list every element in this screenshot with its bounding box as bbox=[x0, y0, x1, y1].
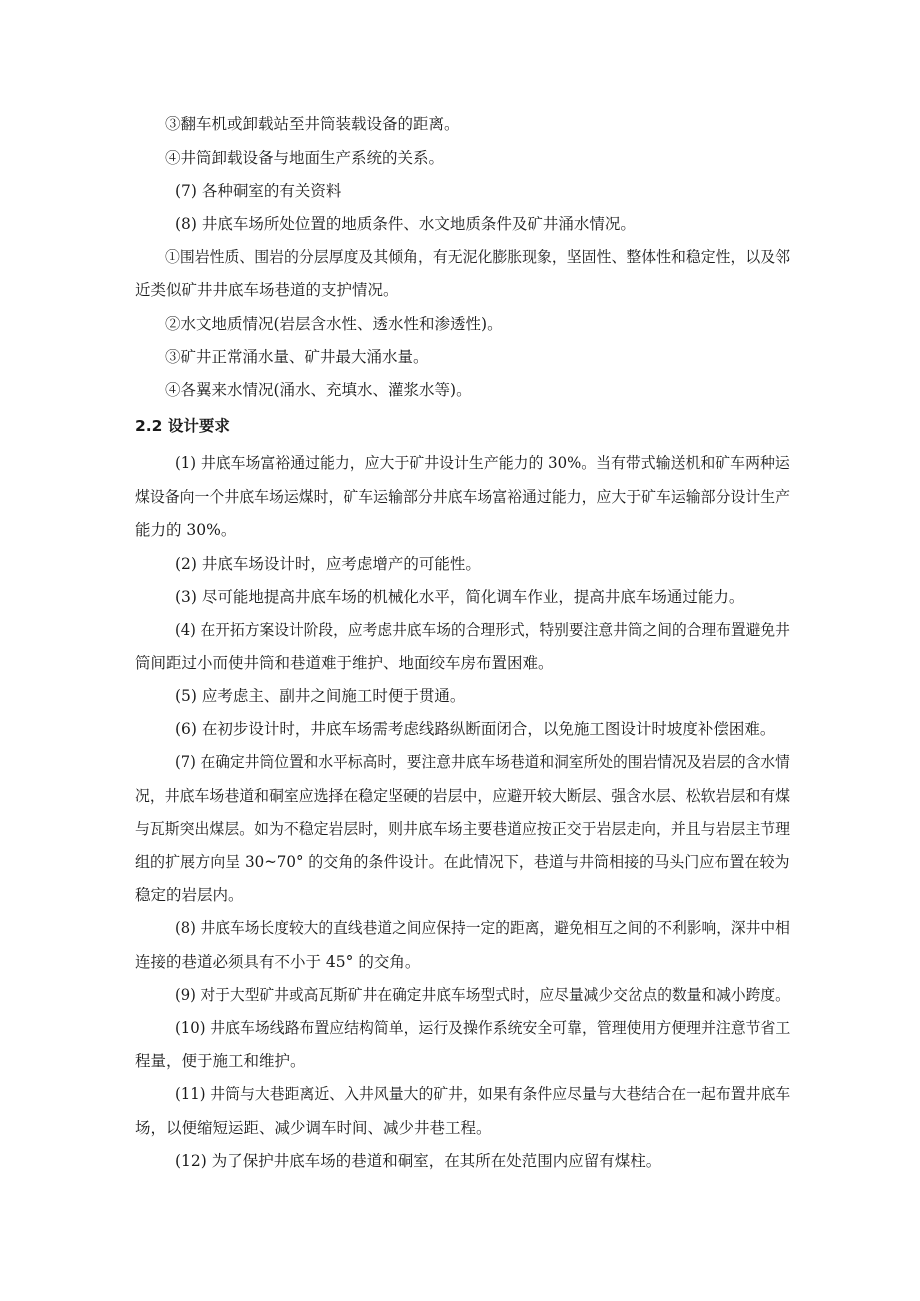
requirement-line: (2) 井底车场设计时，应考虑增产的可能性。 bbox=[175, 555, 481, 573]
section-heading: 2.2 设计要求 bbox=[135, 417, 230, 435]
intro-line: 近类似矿井井底车场巷道的支护情况。 bbox=[135, 281, 399, 299]
intro-line: (8) 井底车场所处位置的地质条件、水文地质条件及矿井涌水情况。 bbox=[175, 215, 636, 233]
intro-line: ④井筒卸载设备与地面生产系统的关系。 bbox=[165, 149, 445, 167]
requirement-line: 能力的 30%。 bbox=[135, 521, 237, 539]
requirement-line: (1) 井底车场富裕通过能力，应大于矿井设计生产能力的 30%。当有带式输送机和矿车两种运 bbox=[175, 454, 790, 472]
intro-line: ①围岩性质、围岩的分层厚度及其倾角，有无泥化膨胀现象，坚固性、整体性和稳定性，以及邻 bbox=[165, 248, 791, 266]
requirement-line: 况，井底车场巷道和硐室应选择在稳定坚硬的岩层中，应避开较大断层、强含水层、松软岩层和有煤 bbox=[135, 787, 791, 805]
requirement-line: (6) 在初步设计时，井底车场需考虑线路纵断面闭合，以免施工图设计时坡度补偿困难。 bbox=[175, 720, 776, 738]
requirement-line: 与瓦斯突出煤层。如为不稳定岩层时，则井底车场主要巷道应按正交于岩层走向，并且与岩层主节理 bbox=[135, 820, 791, 838]
intro-line: (7) 各种硐室的有关资料 bbox=[175, 182, 342, 200]
requirement-line: 稳定的岩层内。 bbox=[135, 886, 244, 904]
requirement-line: 场，以便缩短运距、减少调车时间、减少井巷工程。 bbox=[135, 1119, 492, 1137]
intro-line: ③翻车机或卸载站至井筒装载设备的距离。 bbox=[165, 115, 460, 133]
requirement-line: 筒间距过小而使井筒和巷道难于维护、地面绞车房布置困难。 bbox=[135, 654, 554, 672]
requirement-line: 煤设备向一个井底车场运煤时，矿车运输部分井底车场富裕通过能力，应大于矿车运输部分设计生产 bbox=[135, 488, 791, 506]
requirement-line: (11) 井筒与大巷距离近、入井风量大的矿井，如果有条件应尽量与大巷结合在一起布置井底车 bbox=[175, 1085, 791, 1103]
requirement-line: 组的扩展方向呈 30~70° 的交角的条件设计。在此情况下，巷道与井筒相接的马头门应布置在较为 bbox=[135, 853, 790, 871]
intro-line: ④各翼来水情况(涌水、充填水、灌浆水等)。 bbox=[165, 381, 472, 399]
intro-line: ②水文地质情况(岩层含水性、透水性和渗透性)。 bbox=[165, 315, 503, 333]
requirement-line: (8) 井底车场长度较大的直线巷道之间应保持一定的距离，避免相互之间的不利影响，深井中相 bbox=[175, 919, 790, 937]
requirement-line: (9) 对于大型矿井或高瓦斯矿井在确定井底车场型式时，应尽量减少交岔点的数量和减小跨度。 bbox=[175, 986, 790, 1004]
requirement-line: (7) 在确定井筒位置和水平标高时，要注意井底车场巷道和洞室所处的围岩情况及岩层的含水情 bbox=[175, 753, 790, 771]
requirement-line: (10) 井底车场线路布置应结构简单，运行及操作系统安全可靠，管理使用方便理并注意节省工 bbox=[175, 1019, 791, 1037]
requirement-line: (3) 尽可能地提高井底车场的机械化水平，简化调车作业，提高井底车场通过能力。 bbox=[175, 588, 745, 606]
requirement-line: (4) 在开拓方案设计阶段，应考虑井底车场的合理形式，特别要注意井筒之间的合理布置避免井 bbox=[175, 621, 790, 639]
requirement-line: 程量，便于施工和维护。 bbox=[135, 1052, 306, 1070]
intro-line: ③矿井正常涌水量、矿井最大涌水量。 bbox=[165, 348, 429, 366]
requirement-line: (5) 应考虑主、副井之间施工时便于贯通。 bbox=[175, 687, 466, 705]
requirement-line: 连接的巷道必须具有不小于 45° 的交角。 bbox=[135, 953, 421, 971]
requirement-line: (12) 为了保护井底车场的巷道和硐室，在其所在处范围内应留有煤柱。 bbox=[175, 1152, 662, 1170]
